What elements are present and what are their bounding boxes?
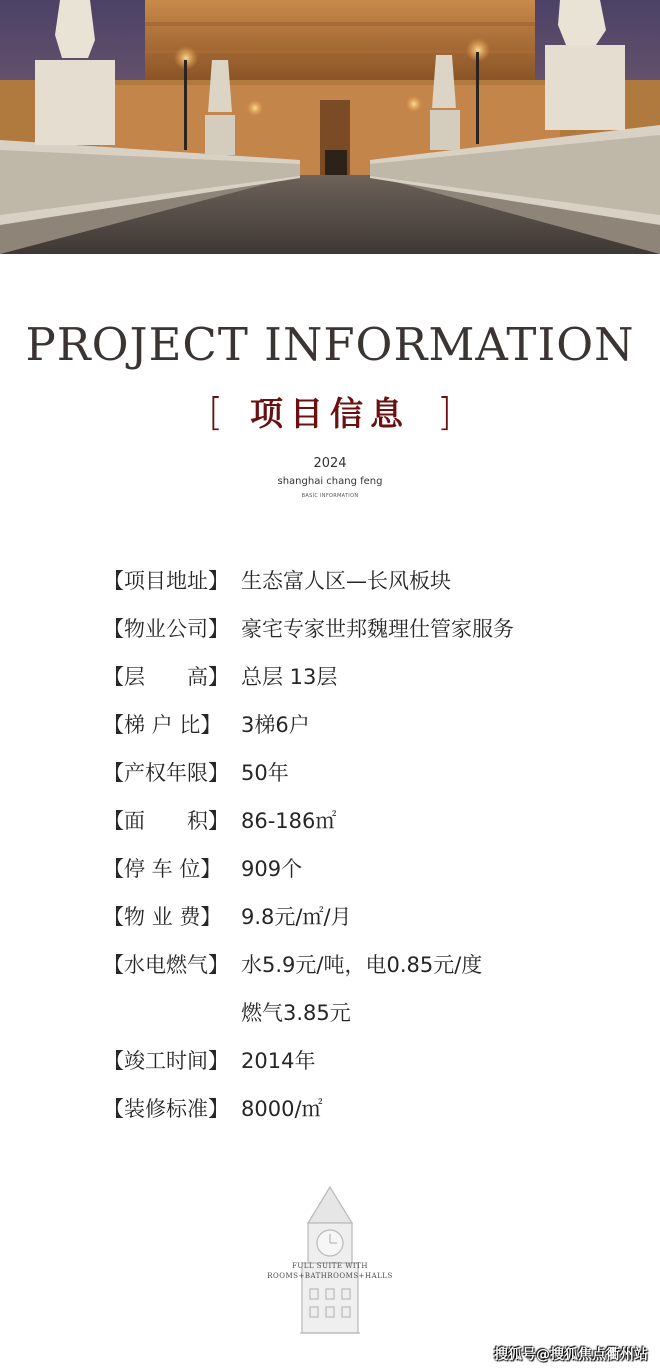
info-row — [103, 613, 623, 661]
info-value: 3梯6户 — [241, 713, 310, 737]
info-label: 【项目地址】 — [103, 569, 229, 593]
info-label: 【面 积】 — [103, 809, 229, 833]
hero-photo — [0, 0, 660, 254]
info-label: 【梯 户 比】 — [103, 713, 222, 737]
info-value: 86-186㎡ — [241, 809, 337, 833]
info-label: 【产权年限】 — [103, 761, 229, 785]
page-title-chinese: 项目信息 — [250, 394, 410, 433]
year-label: 2024 — [313, 456, 347, 471]
page-title-chinese-group — [0, 388, 660, 435]
left-bracket: [ — [208, 389, 223, 434]
info-value: 生态富人区—长风板块 — [241, 569, 451, 593]
info-row-continuation — [103, 997, 623, 1045]
info-row — [103, 757, 623, 805]
info-row — [103, 901, 623, 949]
castle-bridge-image — [0, 0, 660, 254]
info-row — [103, 565, 623, 613]
source-watermark: 搜狐号@搜狐焦点衢州站 — [494, 1347, 648, 1363]
info-value: 9.8元/㎡/月 — [241, 905, 352, 929]
info-label: 【物业公司】 — [103, 617, 229, 641]
info-row — [103, 661, 623, 709]
right-bracket: ] — [437, 389, 452, 434]
info-row — [103, 709, 623, 757]
emblem-caption-line2: ROOMS+BATHROOMS+HALLS — [267, 1272, 393, 1280]
info-value: 50年 — [241, 761, 289, 785]
info-value: 燃气3.85元 — [241, 1001, 351, 1025]
info-label: 【物 业 费】 — [103, 905, 222, 929]
info-label: 【装修标准】 — [103, 1097, 229, 1121]
info-row — [103, 949, 623, 997]
info-value: 909个 — [241, 857, 303, 881]
subtitle-label: shanghai chang feng — [277, 476, 383, 487]
info-value: 水5.9元/吨，电0.85元/度 — [241, 953, 483, 977]
info-value: 8000/㎡ — [241, 1097, 323, 1121]
info-label: 【水电燃气】 — [103, 953, 229, 977]
info-row — [103, 1093, 623, 1141]
info-label: 【竣工时间】 — [103, 1049, 229, 1073]
emblem-caption-line1: FULL SUITE WITH — [292, 1262, 368, 1270]
info-row — [103, 1045, 623, 1093]
basic-info-label: BASIC INFORMATION — [301, 493, 359, 499]
info-value: 总层 13层 — [241, 665, 338, 689]
clock-tower-icon — [262, 1185, 398, 1337]
info-list — [103, 565, 623, 1141]
info-row — [103, 805, 623, 853]
page-title-english: PROJECT INFORMATION — [25, 318, 635, 371]
info-value: 2014年 — [241, 1049, 316, 1073]
info-value: 豪宅专家世邦魏理仕管家服务 — [241, 617, 514, 641]
info-label: 【停 车 位】 — [103, 857, 222, 881]
info-row — [103, 853, 623, 901]
info-label: 【层 高】 — [103, 665, 229, 689]
